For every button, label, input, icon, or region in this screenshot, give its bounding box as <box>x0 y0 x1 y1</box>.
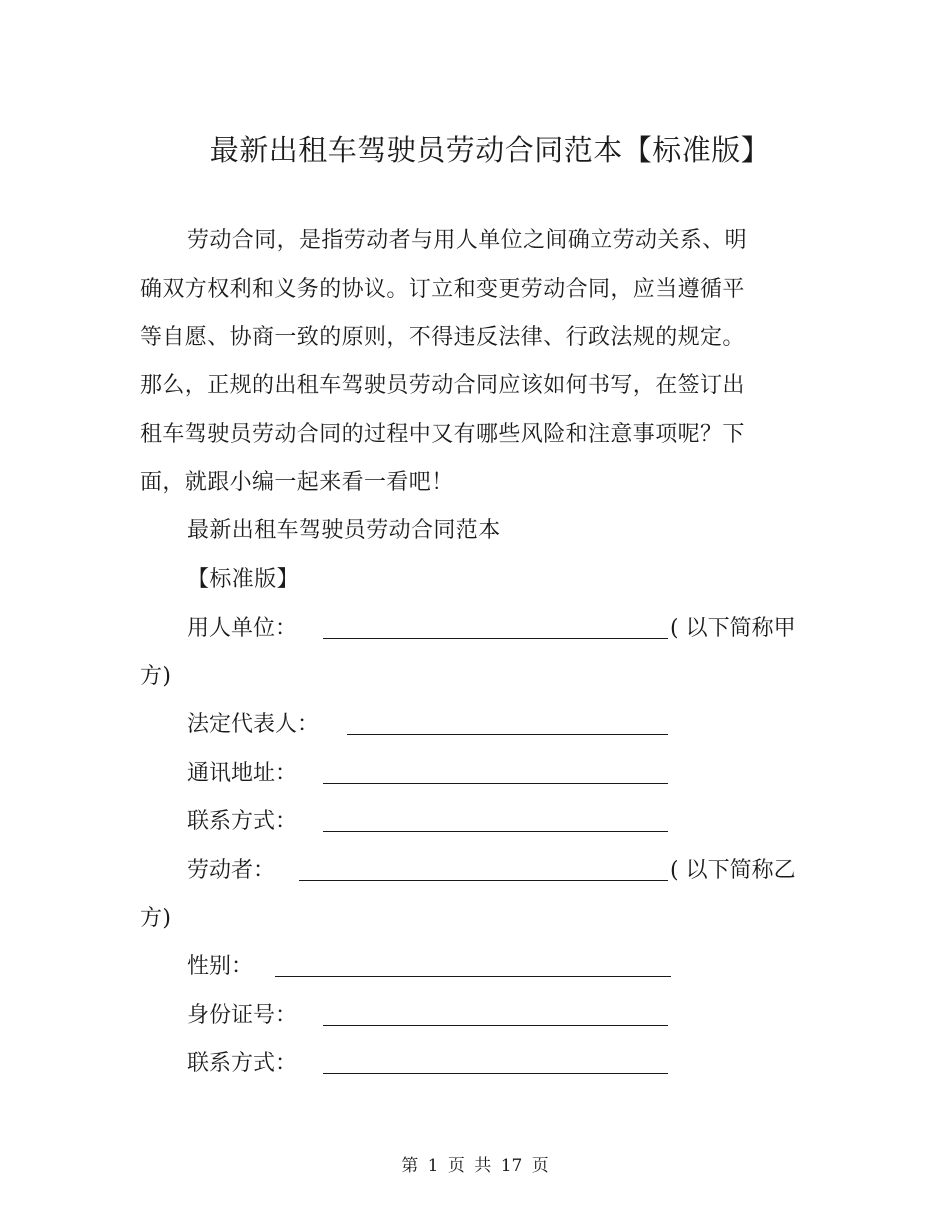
intro-line-6: 面，就跟小编一起来看一看吧！ <box>140 470 454 495</box>
intro-line-5: 租车驾驶员劳动合同的过程中又有哪些风险和注意事项呢？下 <box>140 422 745 447</box>
id-number-blank[interactable] <box>323 1005 668 1026</box>
intro-line-4: 那么，正规的出租车驾驶员劳动合同应该如何书写，在签订出 <box>140 373 745 398</box>
gender-label: 性别： <box>187 954 254 979</box>
employer-contact-field <box>187 807 668 837</box>
worker-field <box>187 856 796 886</box>
employer-suffix: ( 以下简称甲 <box>670 616 796 641</box>
employer-contact-label: 联系方式： <box>187 809 298 834</box>
worker-contact-label: 联系方式： <box>187 1051 298 1076</box>
worker-suffix-continued: 方) <box>140 906 172 931</box>
edition-label: 【标准版】 <box>187 567 300 592</box>
worker-suffix: ( 以下简称乙 <box>670 858 796 883</box>
address-blank[interactable] <box>323 763 668 784</box>
address-field <box>187 759 668 789</box>
employer-suffix-continued: 方) <box>140 664 172 689</box>
employer-contact-blank[interactable] <box>323 811 668 832</box>
document-title: 最新出租车驾驶员劳动合同范本【标准版】 <box>209 133 771 167</box>
legal-rep-field <box>187 710 668 740</box>
intro-line-3: 等自愿、协商一致的原则，不得违反法律、行政法规的规定。 <box>140 325 745 350</box>
intro-line-2: 确双方权利和义务的协议。订立和变更劳动合同，应当遵循平 <box>140 277 745 302</box>
page-footer: 第 1 页 共 17 页 <box>401 1156 549 1176</box>
legal-rep-blank[interactable] <box>347 714 668 735</box>
employer-label: 用人单位： <box>187 616 298 641</box>
id-number-field <box>187 1001 668 1031</box>
gender-field <box>187 952 671 982</box>
worker-contact-blank[interactable] <box>323 1053 668 1074</box>
legal-rep-label: 法定代表人： <box>187 712 320 737</box>
worker-contact-field <box>187 1049 668 1079</box>
intro-line-1: 劳动合同，是指劳动者与用人单位之间确立劳动关系、明 <box>187 228 748 253</box>
employer-blank[interactable] <box>323 618 668 639</box>
contract-subtitle: 最新出租车驾驶员劳动合同范本 <box>187 518 501 543</box>
id-number-label: 身份证号： <box>187 1003 298 1028</box>
worker-label: 劳动者： <box>187 858 276 883</box>
address-label: 通讯地址： <box>187 761 298 786</box>
employer-field <box>187 614 796 644</box>
gender-blank[interactable] <box>275 956 671 977</box>
worker-blank[interactable] <box>299 860 668 881</box>
